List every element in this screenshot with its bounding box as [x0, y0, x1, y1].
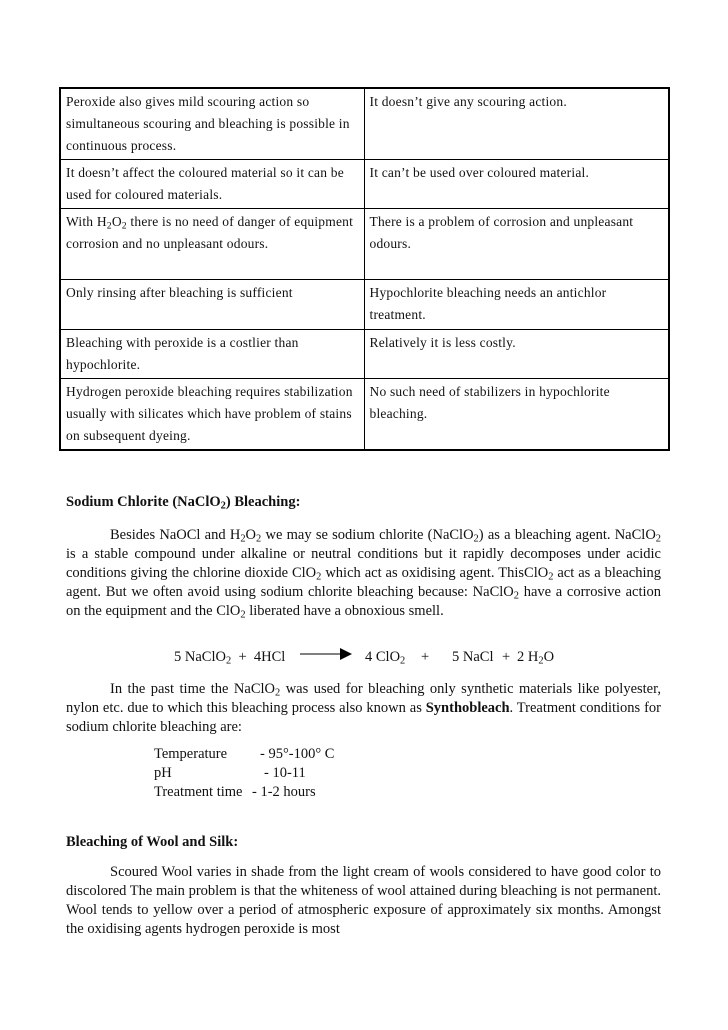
hypochlorite-cell: Hypochlorite bleaching needs an antichlor treatment.: [364, 280, 669, 330]
equation-plus: +: [502, 649, 511, 665]
equation-plus: +: [421, 649, 430, 665]
sodium-chlorite-paragraph: Besides NaOCl and $H_2O_2$ we may se sodium chlorite (NaClO$_2$) as a bleaching agent. NaClO$_2$ is a stable compound under alkaline or neutral conditions but it rapidly decomposes under acidic conditions giving the chlorine dioxide ClO$_2$ which act as oxidising agent. ThisClO$_2$ act as a bleaching agent. But we often avoid using sodium chlorite bleaching because: NaClO$_2$ have a corrosive action on the equipment and the ClO$_2$ liberated have a obnoxious smell.: [66, 527, 662, 621]
hypochlorite-cell: It can’t be used over coloured material.: [364, 160, 669, 209]
hypochlorite-cell: Relatively it is less costly.: [364, 330, 669, 379]
condition-value: - 1-2 hours: [252, 784, 316, 800]
comparison-table: [59, 87, 670, 451]
condition-value: - 95°-100° C: [260, 746, 335, 762]
table-row: [60, 280, 669, 330]
peroxide-cell: Bleaching with peroxide is a costlier than hypochlorite.: [60, 330, 364, 379]
table-row: [60, 379, 669, 451]
equation-product-nacl: 5 NaCl: [452, 649, 494, 665]
table-row: [60, 160, 669, 209]
peroxide-cell: Only rinsing after bleaching is sufficient: [60, 280, 364, 330]
condition-value: - 10-11: [264, 765, 306, 781]
condition-label: pH: [154, 765, 172, 781]
table-row: [60, 330, 669, 379]
peroxide-cell: Peroxide also gives mild scouring action so simultaneous scouring and bleaching is possible in continuous process.: [60, 88, 364, 160]
reaction-arrow-icon: [300, 647, 352, 661]
synthobleach-paragraph: In the past time the NaClO$_2$ was used for bleaching only synthetic materials like polyester, nylon etc. due to which this bleaching process also known as Synthobleach. Treatment conditions for sodium chlorite bleaching are:: [66, 681, 661, 735]
peroxide-cell: Hydrogen peroxide bleaching requires stabilization usually with silicates which have problem of stains on subsequent dyeing.: [60, 379, 364, 451]
peroxide-cell: It doesn’t affect the coloured material so it can be used for coloured materials.: [60, 160, 364, 209]
hypochlorite-cell: No such need of stabilizers in hypochlorite bleaching.: [364, 379, 669, 451]
equation-product-clo2: 4 ClO$_2$: [365, 649, 406, 667]
wool-paragraph: Scoured Wool varies in shade from the light cream of wools considered to have good color to discolored The main problem is that the whiteness of wool attained during bleaching is not permanent. Wool tends to yellow over a period of atmospheric exposure of approximately six months. Amongst the oxidising agents hydrogen peroxide is most: [66, 864, 661, 937]
chemical-equation: [174, 649, 674, 669]
equation-reactants: 5 NaClO$_2$ + 4HCl: [174, 649, 286, 667]
condition-label: Temperature: [154, 746, 228, 762]
peroxide-cell: With $H_2O_2$ there is no need of danger of equipment corrosion and no unpleasant odours.: [60, 209, 364, 280]
hypochlorite-cell: There is a problem of corrosion and unpleasant odours.: [364, 209, 669, 280]
table-row: [60, 209, 669, 280]
equation-product-water: 2 $H_2O$: [517, 649, 555, 667]
wool-silk-heading: Bleaching of Wool and Silk:: [66, 834, 239, 850]
hypochlorite-cell: It doesn’t give any scouring action.: [364, 88, 669, 160]
synthobleach-term: Synthobleach: [425, 700, 510, 716]
table-row: [60, 88, 669, 160]
sodium-chlorite-heading: Sodium Chlorite (NaClO$_2$) Bleaching:: [66, 494, 301, 512]
condition-label: Treatment time: [154, 784, 243, 800]
